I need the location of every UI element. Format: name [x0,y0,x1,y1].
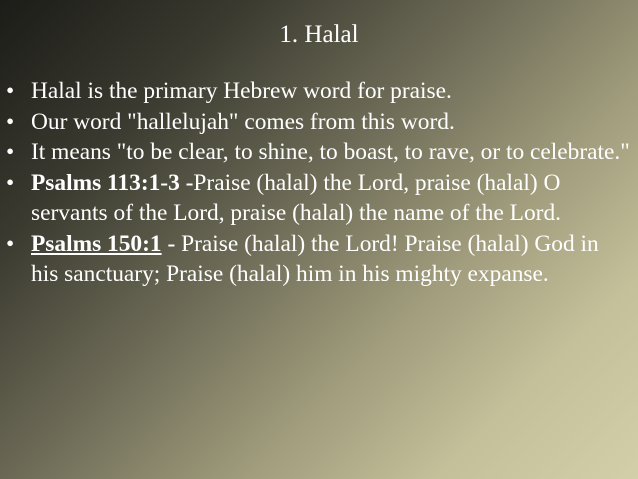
bullet-text: Halal is the primary Hebrew word for praise. [31,78,452,104]
bullet-text: It means "to be clear, to shine, to boast, to rave, or to celebrate." [31,139,630,165]
bullet-icon: • [6,139,15,165]
bullet-text: Praise (halal) the Lord! Praise (halal) God in his sanctuary; Praise (halal) him in his mighty expanse. [31,230,599,287]
scripture-reference: Psalms 113:1-3 - [31,169,194,196]
list-item [0,168,638,229]
slide-title: 1. Halal [279,21,359,48]
bullet-text: Praise (halal) the Lord, praise (halal) O servants of the Lord, praise (halal) the name of the Lord. [31,169,561,226]
scripture-reference-link[interactable]: Psalms 150:1 [31,230,162,257]
bullet-text: Our word "hallelujah" comes from this word. [31,108,455,135]
bullet-icon: • [6,169,15,196]
list-item [0,137,638,168]
bullet-icon: • [6,78,15,104]
bullet-icon: • [6,230,15,257]
reference-separator: - [161,230,182,257]
bullet-icon: • [6,108,15,135]
list-item [0,229,638,290]
bullet-list [0,76,638,290]
list-item [0,76,638,107]
list-item [0,107,638,138]
